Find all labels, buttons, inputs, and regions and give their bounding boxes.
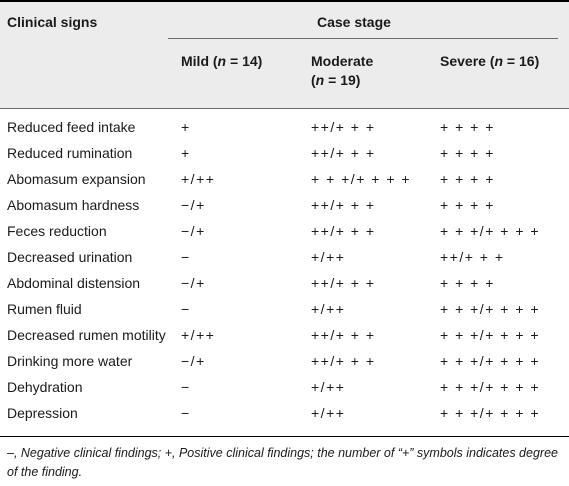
mild-cell: + xyxy=(181,119,191,135)
mild-cell: −/+ xyxy=(181,275,206,291)
severe-cell: + + +/+ + + + xyxy=(440,301,541,317)
header-moderate: Moderate (n = 19) xyxy=(311,53,374,88)
severe-cell: + + +/+ + + + xyxy=(440,379,541,395)
sign-cell: Dehydration xyxy=(7,379,83,395)
severe-cell: + + + + xyxy=(440,145,495,161)
table-row xyxy=(0,348,569,374)
header-bottom-rule xyxy=(0,108,569,109)
case-stage-rule xyxy=(168,38,558,39)
moderate-cell: ++/+ + + xyxy=(311,145,376,161)
severe-cell: + + +/+ + + + xyxy=(440,223,541,239)
severe-cell: + + + + xyxy=(440,171,495,187)
sign-cell: Abomasum expansion xyxy=(7,171,146,187)
sign-cell: Rumen fluid xyxy=(7,301,82,317)
sign-cell: Depression xyxy=(7,405,78,421)
sign-cell: Feces reduction xyxy=(7,223,107,239)
severe-cell: + + +/+ + + + xyxy=(440,353,541,369)
moderate-cell: ++/+ + + xyxy=(311,119,376,135)
mild-cell: − xyxy=(181,301,191,317)
table-row xyxy=(0,192,569,218)
moderate-cell: ++/+ + + xyxy=(311,275,376,291)
table-row xyxy=(0,166,569,192)
mild-cell: −/+ xyxy=(181,353,206,369)
table-row xyxy=(0,322,569,348)
mild-cell: +/++ xyxy=(181,171,216,187)
moderate-cell: +/++ xyxy=(311,301,346,317)
table-row xyxy=(0,114,569,140)
moderate-cell: +/++ xyxy=(311,405,346,421)
moderate-cell: +/++ xyxy=(311,249,346,265)
sign-cell: Decreased urination xyxy=(7,249,133,265)
mild-cell: − xyxy=(181,249,191,265)
mild-cell: − xyxy=(181,379,191,395)
mild-cell: +/++ xyxy=(181,327,216,343)
table-row xyxy=(0,140,569,166)
moderate-cell: ++/+ + + xyxy=(311,353,376,369)
moderate-cell: +/++ xyxy=(311,379,346,395)
severe-cell: + + + + xyxy=(440,119,495,135)
moderate-cell: ++/+ + + xyxy=(311,327,376,343)
severe-cell: + + + + xyxy=(440,275,495,291)
table-row xyxy=(0,244,569,270)
header-case-stage: Case stage xyxy=(317,14,391,30)
severe-cell: + + +/+ + + + xyxy=(440,327,541,343)
moderate-cell: + + +/+ + + + xyxy=(311,171,412,187)
severe-cell: + + + + xyxy=(440,197,495,213)
mild-cell: −/+ xyxy=(181,223,206,239)
mild-cell: − xyxy=(181,405,191,421)
sign-cell: Reduced feed intake xyxy=(7,119,136,135)
severe-cell: + + +/+ + + + xyxy=(440,405,541,421)
table-row xyxy=(0,400,569,426)
table-row xyxy=(0,218,569,244)
header-mild: Mild (n = 14) xyxy=(181,53,263,69)
mild-cell: −/+ xyxy=(181,197,206,213)
table-bottom-rule xyxy=(0,436,569,437)
header-clinical-signs: Clinical signs xyxy=(7,14,98,30)
table-row xyxy=(0,296,569,322)
sign-cell: Abdominal distension xyxy=(7,275,141,291)
table-row xyxy=(0,270,569,296)
table-top-rule xyxy=(0,0,569,2)
sign-cell: Abomasum hardness xyxy=(7,197,140,213)
table-row xyxy=(0,374,569,400)
moderate-cell: ++/+ + + xyxy=(311,223,376,239)
table-footnote: –, Negative clinical findings; +, Positive clinical findings; the number of “+” symbols indicates degree of the finding. xyxy=(7,446,558,479)
sign-cell: Reduced rumination xyxy=(7,145,133,161)
sign-cell: Decreased rumen motility xyxy=(7,327,166,343)
mild-cell: + xyxy=(181,145,191,161)
moderate-cell: ++/+ + + xyxy=(311,197,376,213)
sign-cell: Drinking more water xyxy=(7,353,133,369)
header-severe: Severe (n = 16) xyxy=(440,53,540,69)
severe-cell: ++/+ + + xyxy=(440,249,505,265)
